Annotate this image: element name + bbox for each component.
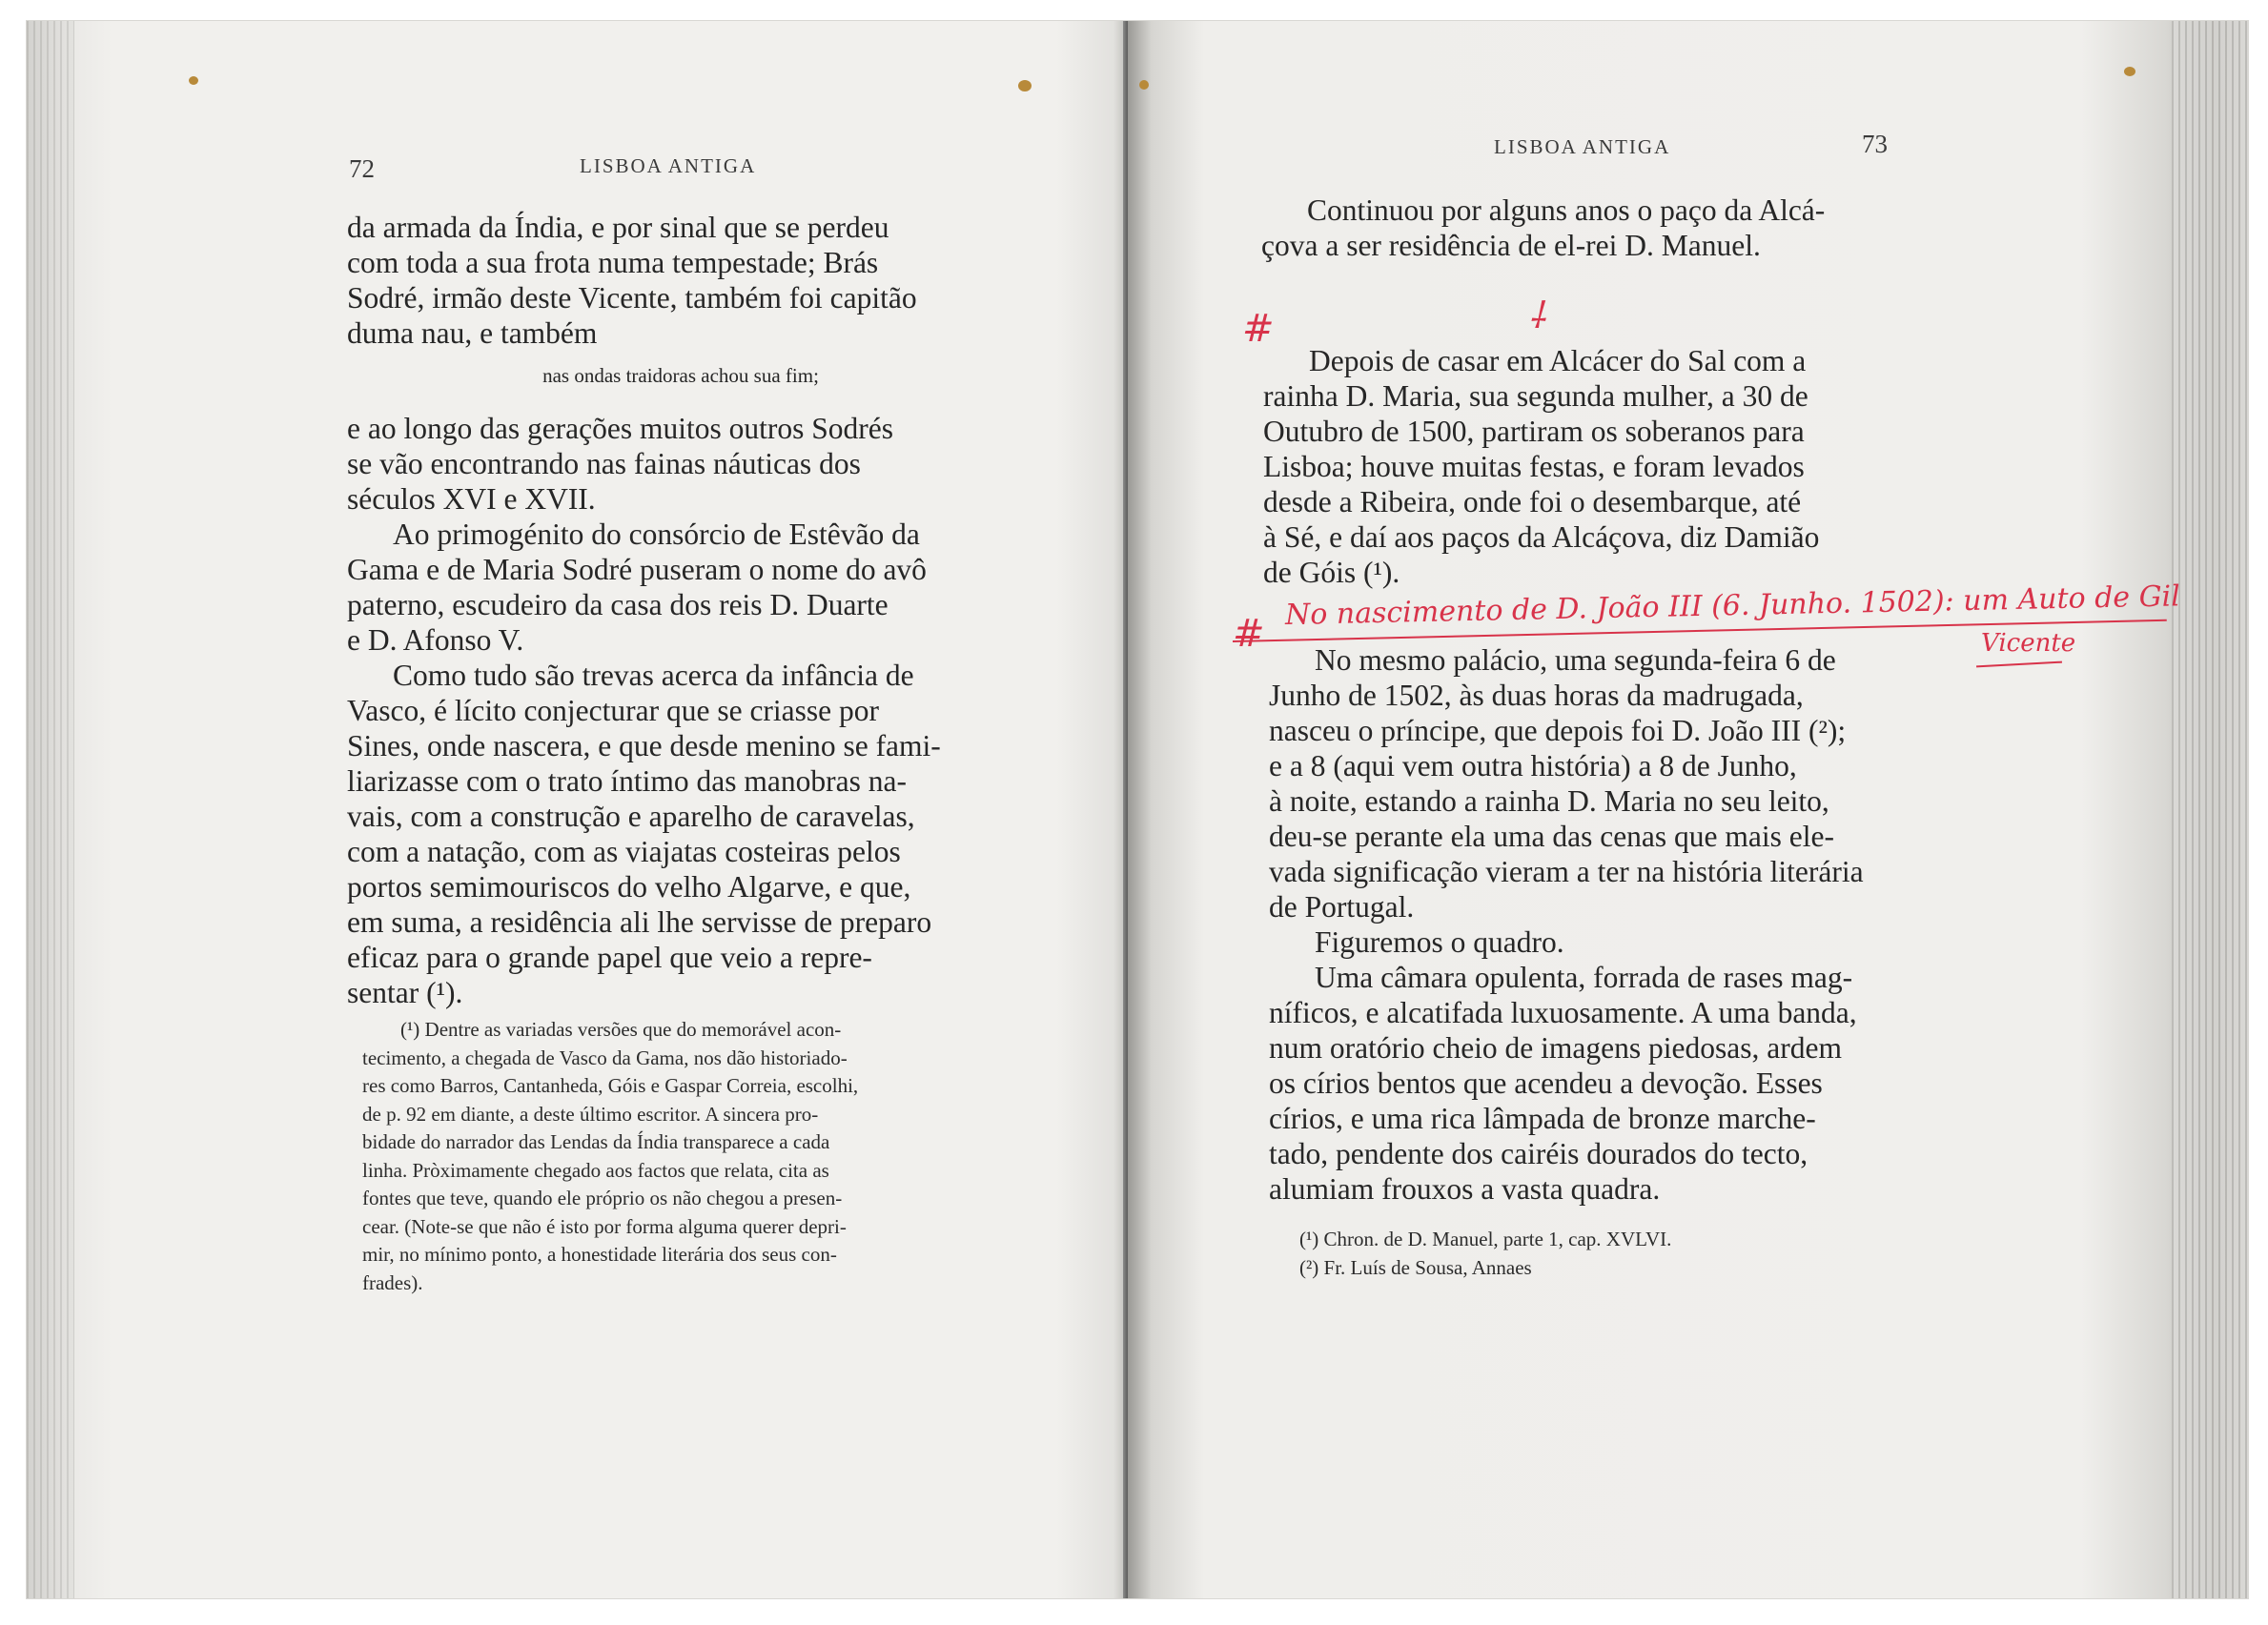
footnote-line: frades).: [362, 1270, 423, 1294]
text-line: paterno, escudeiro da casa dos reis D. Duarte: [347, 588, 889, 621]
text-line: Como tudo são trevas acerca da infância de: [393, 659, 914, 692]
page-edge: [27, 21, 74, 1598]
footnote-line: mir, no mínimo ponto, a honestidade literária dos seus con-: [362, 1243, 837, 1266]
text-line: e D. Afonso V.: [347, 623, 524, 657]
footnote-line: tecimento, a chegada de Vasco da Gama, nos dão historiado-: [362, 1046, 848, 1069]
text-line: liarizasse com o trato íntimo das manobras na-: [347, 764, 907, 798]
handwritten-underline: [1976, 661, 2062, 668]
text-line: Sines, onde nascera, e que desde menino se fami-: [347, 729, 941, 762]
running-head: LISBOA ANTIGA: [1494, 135, 1671, 158]
text-line: Ao primogénito do consórcio de Estêvão da: [393, 518, 920, 551]
book-spread: [27, 21, 2248, 1598]
text-line: de Góis (¹).: [1263, 556, 1400, 589]
text-line: Lisboa; houve muitas festas, e foram levados: [1263, 450, 1805, 483]
page-edge: [2172, 21, 2248, 1598]
text-line: tado, pendente dos cairéis dourados do tecto,: [1269, 1137, 1808, 1170]
left-footnote: [362, 1016, 1020, 1297]
staple-mark: [189, 76, 198, 85]
text-line: à Sé, e daí aos paços da Alcáçova, diz Damião: [1263, 520, 1820, 554]
handwritten-note: No nascimento de D. João III (6. Junho. 1502): um Auto de Gil: [1284, 579, 2181, 632]
text-line: No mesmo palácio, uma segunda-feira 6 de: [1315, 643, 1836, 677]
text-line: vada significação vieram a ter na história literária: [1269, 855, 1864, 888]
text-line: desde a Ribeira, onde foi o desembarque, até: [1263, 485, 1802, 518]
hash-annotation-icon: #: [1242, 307, 1275, 351]
text-line: eficaz para o grande papel que veio a repre-: [347, 941, 872, 974]
text-line: nasceu o príncipe, que depois foi D. João III (²);: [1269, 714, 1847, 747]
text-line: num oratório cheio de imagens piedosas, ardem: [1269, 1031, 1842, 1065]
text-line: se vão encontrando nas fainas náuticas dos: [347, 447, 861, 480]
left-body-text: [347, 210, 1014, 1010]
footnote-line: (¹) Chron. de D. Manuel, parte 1, cap. XVLVI.: [1299, 1228, 1672, 1250]
text-line: os círios bentos que acendeu a devoção. Esses: [1269, 1066, 1823, 1100]
right-page: [1128, 21, 2248, 1598]
running-head: LISBOA ANTIGA: [580, 154, 757, 177]
left-page: [27, 21, 1128, 1598]
text-line: Uma câmara opulenta, forrada de rases mag-: [1315, 961, 1853, 994]
text-line: Gama e de Maria Sodré puseram o nome do avô: [347, 553, 927, 586]
verse-quote: nas ondas traidoras achou sua fim;: [542, 364, 819, 387]
text-line: Vasco, é lícito conjecturar que se criasse por: [347, 694, 880, 727]
staple-mark: [1139, 80, 1149, 90]
text-line: Figuremos o quadro.: [1315, 925, 1564, 959]
text-line: vais, com a construção e aparelho de caravelas,: [347, 800, 915, 833]
text-line: çova a ser residência de el-rei D. Manuel.: [1261, 229, 1761, 262]
text-line: séculos XVI e XVII.: [347, 482, 596, 516]
text-line: duma nau, e também: [347, 316, 598, 350]
staple-mark: [1018, 80, 1032, 91]
text-line: Sodré, irmão deste Vicente, também foi capitão: [347, 281, 917, 315]
text-line: Depois de casar em Alcácer do Sal com a: [1309, 344, 1807, 377]
text-line: portos semimouriscos do velho Algarve, e que,: [347, 870, 911, 904]
footnote-line: bidade do narrador das Lendas da Índia transparece a cada: [362, 1130, 830, 1153]
footnote-line: (²) Fr. Luís de Sousa, Annaes: [1299, 1255, 1532, 1279]
text-line: sentar (¹).: [347, 976, 463, 1009]
page-number: 73: [1862, 130, 1888, 158]
footnote-line: cear. (Note-se que não é isto por forma alguma querer depri-: [362, 1214, 847, 1238]
text-line: com toda a sua frota numa tempestade; Brás: [347, 246, 879, 279]
text-line: rainha D. Maria, sua segunda mulher, a 30 de: [1263, 379, 1808, 413]
text-line: círios, e uma rica lâmpada de bronze marche-: [1269, 1102, 1816, 1135]
text-line: alumiam frouxos a vasta quadra.: [1269, 1172, 1661, 1206]
footnote-line: res como Barros, Cantanheda, Góis e Gaspar Correia, escolhi,: [362, 1074, 859, 1097]
text-line: da armada da Índia, e por sinal que se perdeu: [347, 211, 889, 244]
footnote-line: (¹) Dentre as variadas versões que do memorável acon-: [400, 1018, 842, 1041]
footnote-line: fontes que teve, quando ele próprio os não chegou a presen-: [362, 1187, 843, 1209]
page-number: 72: [349, 154, 375, 183]
footnote-line: de p. 92 em diante, a deste último escritor. A sincera pro-: [362, 1102, 819, 1126]
footnote-line: linha. Pròximamente chegado aos factos que relata, cita as: [362, 1158, 829, 1182]
text-line: com a natação, com as viajatas costeiras pelos: [347, 835, 901, 868]
text-line: de Portugal.: [1269, 890, 1415, 924]
text-line: Continuou por alguns anos o paço da Alcá-: [1307, 193, 1826, 227]
right-body-text: [1269, 642, 1903, 1207]
text-line: e ao longo das gerações muitos outros Sodrés: [347, 412, 894, 445]
text-line: Outubro de 1500, partiram os soberanos para: [1263, 415, 1805, 448]
section-mark-annotation-icon: ⸸: [1528, 295, 1545, 336]
right-body-text: [1263, 343, 1897, 590]
right-footnotes: [1299, 1226, 1890, 1282]
handwritten-note-continuation: Vicente: [1981, 629, 2076, 658]
text-line: deu-se perante ela uma das cenas que mais ele-: [1269, 820, 1834, 853]
text-line: em suma, a residência ali lhe servisse de preparo: [347, 905, 932, 939]
text-line: à noite, estando a rainha D. Maria no seu leito,: [1269, 784, 1829, 818]
text-line: níficos, e alcatifada luxuosamente. A uma banda,: [1269, 996, 1857, 1029]
right-body-text: [1261, 193, 1895, 263]
hash-annotation-icon: #: [1233, 612, 1265, 656]
text-line: Junho de 1502, às duas horas da madrugada,: [1269, 679, 1804, 712]
staple-mark: [2124, 67, 2135, 76]
text-line: e a 8 (aqui vem outra história) a 8 de Junho,: [1269, 749, 1797, 782]
